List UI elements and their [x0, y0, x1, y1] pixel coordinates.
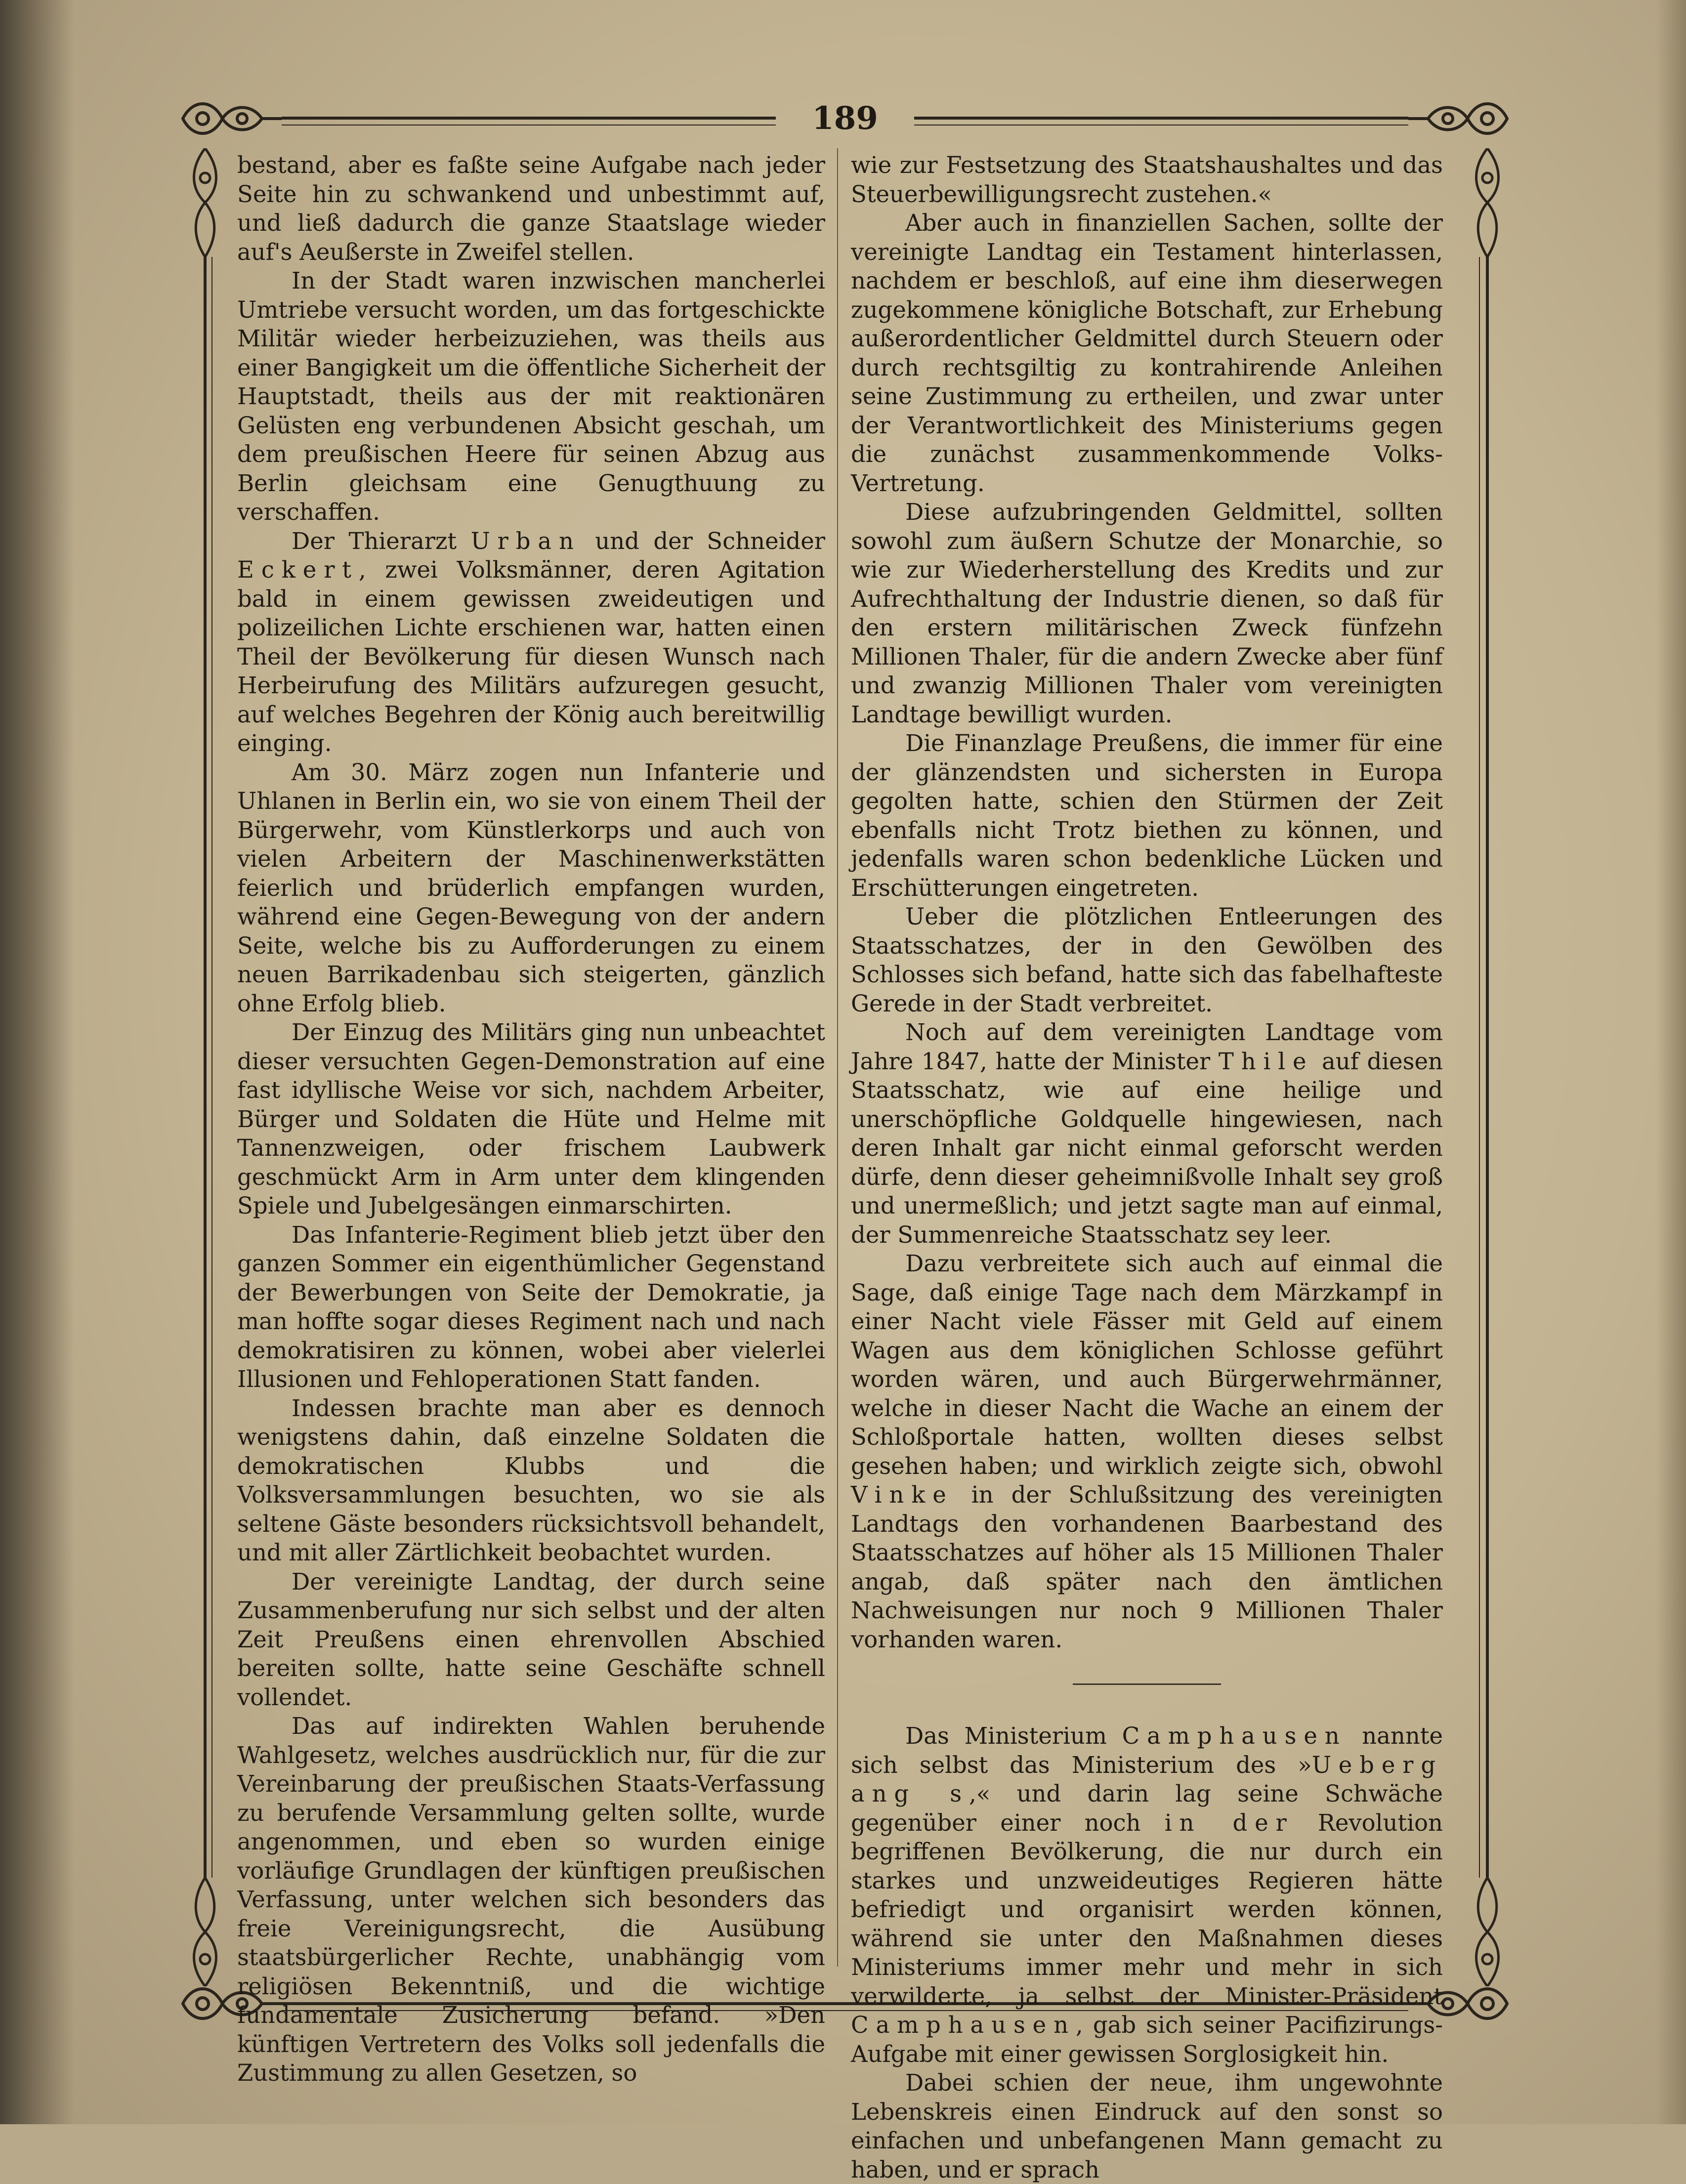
p8-mid1: nannte sich selbst das Ministerium des »: [851, 1722, 1443, 1778]
right-paragraph-7: [851, 1249, 1443, 1654]
right-vertical-rule: [1486, 257, 1489, 1878]
p6-before: Noch auf dem vereinigten Landtage vom Jahre 1847, hatte der Minister: [851, 1019, 1443, 1075]
section-divider: [1073, 1683, 1221, 1685]
right-paragraph-8: [851, 1722, 1443, 2068]
top-rule-right-thin: [914, 125, 1408, 126]
left-vertical-rule-thin: [211, 257, 212, 1878]
right-paragraph-4: Die Finanzlage Preußens, die immer für eine der glänzendsten und sichersten in Europa gegolten hatte, schien den Stürmen der Zeit ebenfalls nicht Trotz biethen zu können, und jedenfalls waren schon bedenkliche Lücken und Erschütterungen eingetreten.: [851, 730, 1443, 901]
top-rule-right: [914, 117, 1408, 120]
right-paragraph-5: Ueber die plötzlichen Entleerungen des Staatsschatzes, der in den Gewölben des Schlosses sich befand, hatte sich das fabelhafteste Gerede in der Stadt verbreitet.: [851, 903, 1443, 1017]
left-bottom-side-ornament: [183, 1878, 227, 1986]
right-paragraph-1: wie zur Festsetzung des Staatshaushaltes und das Steuerbewilligungsrecht zustehen.«: [851, 152, 1443, 208]
left-paragraph-1: bestand, aber es faßte seine Aufgabe nach jeder Seite hin zu schwankend und unbestimmt auf, und ließ dadurch die ganze Staatslage wieder auf's Aeußerste in Zweifel stellen.: [237, 152, 825, 265]
left-vertical-rule: [204, 257, 207, 1878]
column-divider: [837, 148, 838, 1967]
name-vinke: Vinke: [851, 1481, 954, 1508]
left-paragraph-2: In der Stadt waren inzwischen mancherlei Umtriebe versucht worden, um das fortgeschickte Militär wieder herbeizuziehen, was theils aus einer Bangigkeit um die öffentliche Sicherheit der Hauptstadt, theils aus der mit reaktionären Gelüsten eng verbundenen Absicht geschah, um dem preußischen Heere für seinen Abzug aus Berlin gleichsam eine Genugthuung zu verschaffen.: [237, 267, 825, 525]
left-column: [237, 151, 825, 2088]
name-eckert: Eckert: [237, 556, 359, 583]
name-camphausen-2: Camphausen: [851, 2012, 1076, 2038]
name-urban: Urban: [470, 527, 581, 554]
p3-mid: und der Schneider: [595, 527, 825, 554]
right-paragraph-3: Diese aufzubringenden Geldmittel, sollten sowohl zum äußern Schutze der Monarchie, so wie zur Wiederherstellung des Kredits und zur Aufrechthaltung der Industrie dienen, so daß für den erstern militärischen Zweck fünfzehn Millionen Thaler, für die andern Zwecke aber fünf und zwanzig Millionen Thaler vom vereinigten Landtage bewilligt wurden.: [851, 499, 1443, 728]
p8-mid3: Revolution begriffenen Bevölkerung, die nur durch ein starkes und unzweideutiges Regieren hätte befriedigt und organisirt werden können, während sie unter den Maßnahmen dieses Ministeriums immer mehr und mehr in sich verwilderte, ja selbst der Minister-Präsident: [851, 1809, 1443, 2010]
right-bottom-side-ornament: [1465, 1878, 1510, 1986]
top-right-corner-ornament: [1408, 91, 1512, 146]
phrase-in-der: in der: [1164, 1809, 1294, 1836]
right-vertical-rule-thin: [1479, 257, 1480, 1878]
word-uebergangs: Ueberg ang s: [851, 1751, 1443, 1807]
p7-before: Dazu verbreitete sich auch auf einmal die Sage, daß einige Tage nach dem Märzkampf in einer Nacht viele Fässer mit Geld auf einem Wagen aus dem königlichen Schlosse geführt worden wären, und auch Bürgerwehrmänner, welche in dieser Nacht die Wache an einem der Schloßportale hatten, wollten dieses selbst gesehen haben; und wirklich zeigte sich, obwohl: [851, 1250, 1443, 1479]
left-paragraph-3: [237, 527, 825, 758]
right-paragraph-2: Aber auch in finanziellen Sachen, sollte der vereinigte Landtag ein Testament hinterlassen, nachdem er beschloß, auf eine ihm dieserwegen zugekommene königliche Botschaft, zur Erhebung außerordentlicher Geldmittel durch Steuern oder durch rechtsgiltig zu kontrahirende Anleihen seine Zustimmung zu ertheilen, und zwar unter der Verantwortlichkeit des Ministeriums gegen die zunächst zusammenkommende Volks-Vertretung.: [851, 210, 1443, 497]
top-left-corner-ornament: [178, 91, 282, 146]
name-camphausen: Camphausen: [1122, 1722, 1347, 1749]
left-paragraph-7: Indessen brachte man aber es dennoch wenigstens dahin, daß einzelne Soldaten die demokratischen Klubbs und die Volksversammlungen besuchten, wo sie als seltene Gäste besonders rücksichtsvoll behandelt, und mit aller Zärtlichkeit beobachtet wurden.: [237, 1394, 825, 1566]
right-top-side-ornament: [1465, 148, 1510, 257]
left-paragraph-6: Das Infanterie-Regiment blieb jetzt über den ganzen Sommer ein eigenthümlicher Gegenstand der Bewerbungen von Seite der Demokratie, ja man hoffte sogar dieses Regiment nach und nach demokratisiren zu können, wobei aber vielerlei Illusionen und Fehloperationen Statt fanden.: [237, 1221, 825, 1392]
left-top-side-ornament: [183, 148, 227, 257]
right-column: [851, 151, 1443, 2184]
p6-after: auf diesen Staatsschatz, wie auf eine heilige und unerschöpfliche Goldquelle hingewiesen, nach deren Inhalt gar nicht einmal geforscht werden dürfe, denn dieser geheimnißvolle Inhalt sey groß und unermeßlich; und jetzt sagte man auf einmal, der Summenreiche Staatsschatz sey leer.: [851, 1048, 1443, 1248]
right-paragraph-9: Dabei schien der neue, ihm ungewohnte Lebenskreis einen Eindruck auf den sonst so einfachen und unbefangenen Mann gemacht zu haben, und er sprach: [851, 2069, 1443, 2183]
left-paragraph-8: Der vereinigte Landtag, der durch seine Zusammenberufung nur sich selbst und der alten Zeit Preußens einen ehrenvollen Abschied bereiten sollte, hatte seine Geschäfte schnell vollendet.: [237, 1568, 825, 1711]
p8-before: Das Ministerium: [905, 1722, 1107, 1749]
p8-mid2: ,« und darin lag seine Schwäche gegenüber einer noch: [851, 1780, 1443, 1836]
p7-after: in der Schlußsitzung des vereinigten Landtags den vorhandenen Baarbestand des Staatsschatzes auf höher als 15 Millionen Thaler angab, daß später nach den ämtlichen Nachweisungen nur noch 9 Millionen Thaler vorhanden waren.: [851, 1481, 1443, 1653]
page-number: 189: [812, 100, 878, 137]
name-thile: Thile: [1218, 1048, 1314, 1075]
binding-shadow: [0, 0, 74, 2124]
p8-after: , gab sich seiner Pacifizirungs-Aufgabe mit einer gewissen Sorglosigkeit hin.: [851, 2012, 1443, 2067]
p3-before: Der Thierarzt: [292, 527, 457, 554]
p3-after: , zwei Volksmänner, deren Agitation bald in einem gewissen zweideutigen und polizeilichen Lichte erschienen war, hatten einen Theil der Bevölkerung für diesen Wunsch nach Herbeirufung des Militärs aufzuregen gesucht, auf welches Begehren der König auch bereitwillig einging.: [237, 556, 825, 756]
page-edge: [1656, 0, 1686, 2124]
right-paragraph-6: [851, 1018, 1443, 1249]
left-paragraph-9: Das auf indirekten Wahlen beruhende Wahlgesetz, welches ausdrücklich nur, für die zur Vereinbarung der preußischen Staats-Verfassung zu berufende Versammlung gelten sollte, wurde angenommen, und eben so wurden einige vorläufige Grundlagen der künftigen preußischen Verfassung, unter welchen sich besonders das freie Vereinigungsrecht, die Ausübung staatsbürgerlicher Rechte, unabhängig vom religiösen Bekenntniß, und die wichtige fundamentale Zusicherung befand. »Den künftigen Vertretern des Volks soll jedenfalls die Zustimmung zu allen Gesetzen, so: [237, 1713, 825, 2086]
top-rule-left-thin: [282, 125, 776, 126]
left-paragraph-4: Am 30. März zogen nun Infanterie und Uhlanen in Berlin ein, wo sie von einem Theil der Bürgerwehr, vom Künstlerkorps und auch von vielen Arbeitern der Maschinenwerkstätten feierlich und brüderlich empfangen wurden, während eine Gegen-Bewegung von der andern Seite, welche bis zu Aufforderungen zu einem neuen Barrikadenbau sich steigerten, gänzlich ohne Erfolg blieb.: [237, 758, 825, 1017]
top-rule-left: [282, 117, 776, 120]
left-paragraph-5: Der Einzug des Militärs ging nun unbeachtet dieser versuchten Gegen-Demonstration auf eine fast idyllische Weise vor sich, nachdem Arbeiter, Bürger und Soldaten die Hüte und Helme mit Tannenzweigen, oder frischem Laubwerk geschmückt Arm in Arm unter dem klingenden Spiele und Jubelgesängen einmarschirten.: [237, 1019, 825, 1219]
